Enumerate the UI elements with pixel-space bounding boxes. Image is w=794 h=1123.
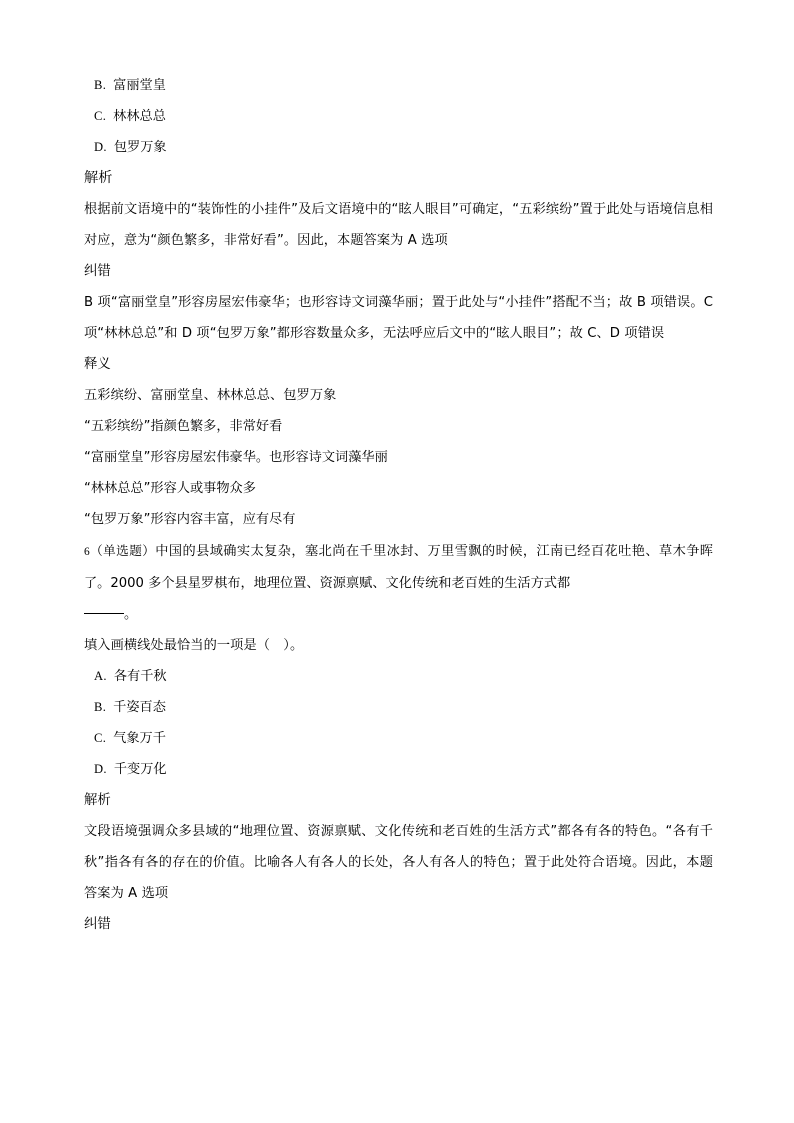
correction-heading: 纠错	[84, 917, 111, 932]
option-letter: D.	[94, 140, 107, 154]
definition-entry: “五彩缤纷”指颜色繁多，非常好看	[84, 419, 283, 434]
question-type-label: （单选题）	[89, 543, 156, 558]
definition-entry: “富丽堂皇”形容房屋宏伟豪华。也形容诗文词藻华丽	[84, 450, 388, 465]
analysis-heading: 解析	[84, 793, 111, 808]
definition-entry: “林林总总”形容人或事物众多	[84, 481, 256, 496]
question-stem	[84, 535, 713, 599]
analysis-body: 根据前文语境中的“装饰性的小挂件”及后文语境中的“眩人眼目”可确定，“五彩缤纷”置于此处与语境信息相对应，意为“颜色繁多，非常好看”。因此，本题答案为 A 选项	[84, 202, 713, 248]
option-row[interactable]	[84, 70, 713, 101]
option-text: 千姿百态	[113, 700, 166, 715]
option-text: 包罗万象	[113, 140, 167, 155]
question-number: 6	[84, 546, 90, 558]
fill-blank-line	[84, 599, 713, 630]
analysis-body: 文段语境强调众多县域的“地理位置、资源禀赋、文化传统和老百姓的生活方式”都各有各的特色。“各有千秋”指各有各的存在的价值。比喻各人有各人的长处，各人有各人的特色；置于此处符合语境。因此，本题答案为 A 选项	[84, 824, 713, 901]
option-text: 千变万化	[113, 762, 167, 777]
option-text: 气象万千	[113, 731, 166, 746]
question-instruction: 填入画横线处最恰当的一项是（ ）。	[84, 638, 304, 653]
correction-body: B 项“富丽堂皇”形容房屋宏伟豪华；也形容诗文词藻华丽；置于此处与“小挂件”搭配不当；故 B 项错误。C 项“林林总总”和 D 项“包罗万象”都形容数量众多，无法呼应后文中的“眩人眼目”；故 C、D 项错误	[84, 295, 713, 341]
option-text: 林林总总	[113, 109, 166, 124]
page-content	[84, 70, 713, 940]
option-row[interactable]	[84, 101, 713, 132]
blank-underline	[84, 613, 124, 614]
definition-entry: “包罗万象”形容内容丰富，应有尽有	[84, 512, 296, 527]
definitions-heading: 释义	[84, 357, 111, 372]
idiom-list: 五彩缤纷、富丽堂皇、林林总总、包罗万象	[84, 388, 337, 403]
option-letter: C.	[94, 731, 107, 745]
option-row[interactable]	[84, 661, 713, 692]
option-letter: B.	[94, 78, 107, 92]
option-row[interactable]	[84, 754, 713, 785]
option-text: 富丽堂皇	[113, 78, 166, 93]
question-stem-text: 中国的县域确实太复杂，塞北尚在千里冰封、万里雪飘的时候，江南已经百花吐艳、草木争晖了。2000 多个县星罗棋布，地理位置、资源禀赋、文化传统和老百姓的生活方式都	[84, 544, 713, 591]
option-letter: C.	[94, 109, 107, 123]
option-row[interactable]	[84, 692, 713, 723]
option-letter: B.	[94, 700, 107, 714]
option-row[interactable]	[84, 723, 713, 754]
blank-suffix: 。	[124, 607, 138, 622]
option-row[interactable]	[84, 132, 713, 163]
option-letter: A.	[94, 669, 107, 683]
option-letter: D.	[94, 762, 107, 776]
correction-heading: 纠错	[84, 264, 111, 279]
option-text: 各有千秋	[113, 669, 167, 684]
analysis-heading: 解析	[84, 170, 113, 186]
